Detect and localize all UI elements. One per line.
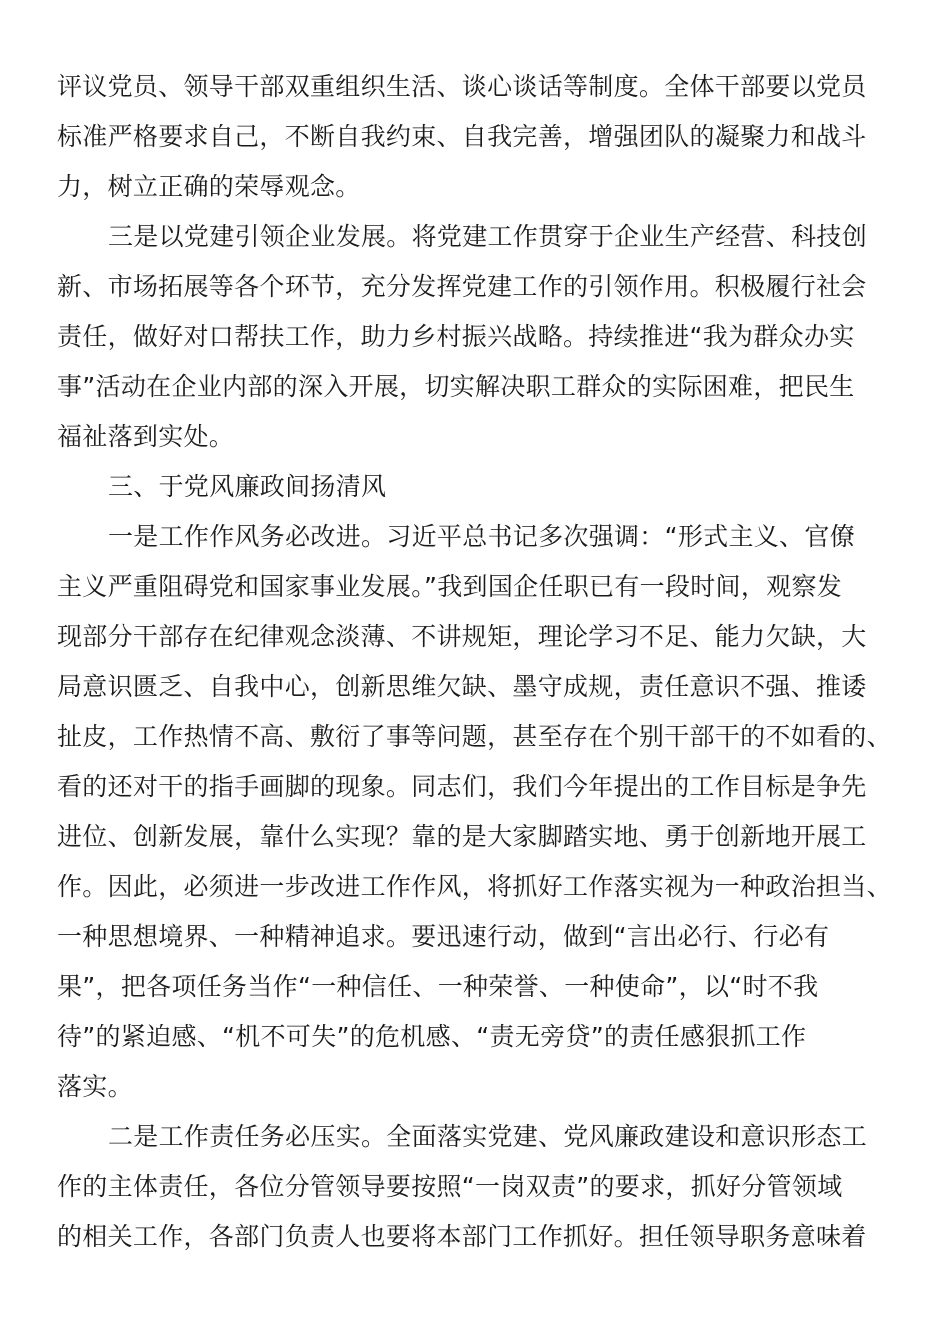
text-line-17: 作。因此，必须进一步改进工作作风，将抓好工作落实视为一种政治担当、 — [57, 872, 892, 901]
text-line-12: 现部分干部存在纪律观念淡薄、不讲规矩，理论学习不足、能力欠缺，大 — [57, 622, 867, 651]
text-line-15: 看的还对干的指手画脚的现象。同志们，我们今年提出的工作目标是争先 — [57, 772, 867, 801]
text-line-23: 作的主体责任，各位分管领导要按照“一岗双责”的要求，抓好分管领域 — [57, 1172, 843, 1201]
text-line-11: 主义严重阻碍党和国家事业发展。”我到国企任职已有一段时间，观察发 — [57, 572, 843, 601]
text-line-6: 责任，做好对口帮扶工作，助力乡村振兴战略。持续推进“我为群众办实 — [57, 322, 855, 351]
text-line-10: 一是工作作风务必改进。习近平总书记多次强调：“形式主义、官僚 — [108, 522, 855, 551]
text-line-20: 待”的紧迫感、“机不可失”的危机感、“责无旁贷”的责任感狠抓工作 — [57, 1022, 807, 1051]
text-line-21: 落实。 — [57, 1072, 133, 1101]
text-line-22: 二是工作责任务必压实。全面落实党建、党风廉政建设和意识形态工 — [108, 1122, 868, 1151]
text-line-1: 评议党员、领导干部双重组织生活、谈心谈话等制度。全体干部要以党员 — [57, 72, 867, 101]
text-line-5: 新、市场拓展等各个环节，充分发挥党建工作的引领作用。积极履行社会 — [57, 272, 867, 301]
text-line-19: 果”，把各项任务当作“一种信任、一种荣誉、一种使命”，以“时不我 — [57, 972, 819, 1001]
text-line-18: 一种思想境界、一种精神追求。要迅速行动，做到“言出必行、行必有 — [57, 922, 830, 951]
text-line-14: 扯皮，工作热情不高、敷衍了事等问题，甚至存在个别干部干的不如看的、 — [57, 722, 892, 751]
text-line-13: 局意识匮乏、自我中心，创新思维欠缺、墨守成规，责任意识不强、推诿 — [57, 672, 867, 701]
text-line-3: 力，树立正确的荣辱观念。 — [57, 172, 361, 201]
text-line-16: 进位、创新发展，靠什么实现？靠的是大家脚踏实地、勇于创新地开展工 — [57, 822, 867, 851]
section-heading: 三、于党风廉政间扬清风 — [108, 472, 387, 501]
text-line-24: 的相关工作，各部门负责人也要将本部门工作抓好。担任领导职务意味着 — [57, 1222, 867, 1251]
text-line-2: 标准严格要求自己，不断自我约束、自我完善，增强团队的凝聚力和战斗 — [57, 122, 867, 151]
text-line-8: 福祉落到实处。 — [57, 422, 235, 451]
text-line-4: 三是以党建引领企业发展。将党建工作贯穿于企业生产经营、科技创 — [108, 222, 868, 251]
text-line-7: 事”活动在企业内部的深入开展，切实解决职工群众的实际困难，把民生 — [57, 372, 855, 401]
